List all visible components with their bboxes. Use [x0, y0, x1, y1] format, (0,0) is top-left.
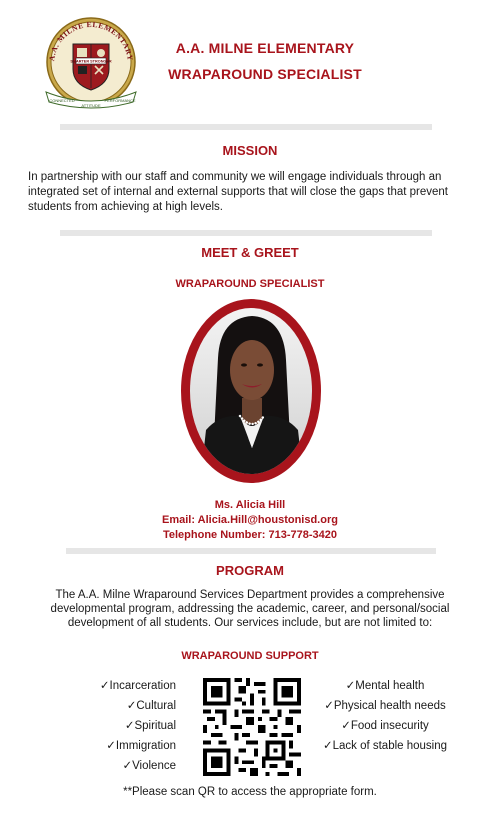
support-list-right — [320, 676, 450, 756]
svg-text:ATTITUDE: ATTITUDE — [81, 103, 101, 108]
support-item-food-insecurity: ✓Food insecurity — [341, 720, 429, 732]
specialist-photo — [180, 298, 322, 484]
school-seal-logo — [40, 14, 142, 112]
qr-instruction-footnote: **Please scan QR to access the appropriate form. — [123, 786, 377, 798]
specialist-name: Ms. Alicia Hill — [214, 499, 286, 511]
school-name-heading: A.A. MILNE ELEMENTARY — [175, 40, 355, 56]
support-item-violence: ✓Violence — [122, 760, 176, 772]
support-item-immigration: ✓Immigration — [106, 740, 176, 752]
divider-mission — [60, 230, 432, 236]
svg-text:SMARTER STRONGER: SMARTER STRONGER — [70, 59, 112, 64]
role-heading: WRAPAROUND SPECIALIST — [168, 66, 362, 82]
specialist-email[interactable]: Email: Alicia.Hill@houstonisd.org — [162, 514, 338, 526]
support-item-housing: ✓Lack of stable housing — [322, 740, 448, 752]
meet-greet-subheading: WRAPAROUND SPECIALIST — [175, 278, 325, 290]
support-item-cultural: ✓Cultural — [126, 700, 176, 712]
program-paragraph: The A.A. Milne Wraparound Services Department provides a comprehensive developmental program, addressing the academic, career, and personal/social development of all students. Our services include, but are not limited to: — [50, 589, 450, 629]
mission-heading: MISSION — [222, 143, 278, 158]
qr-code-icon[interactable] — [203, 678, 301, 776]
mission-paragraph: In partnership with our staff and community we will engage individuals through an integrated set of internal and external supports that will close the gaps that prevent students from achieving at high levels. — [28, 171, 449, 213]
svg-text:A.A. MILNE ELEMENTARY: A.A. MILNE ELEMENTARY — [47, 19, 135, 62]
meet-greet-heading: MEET & GREET — [201, 245, 299, 260]
program-heading: PROGRAM — [216, 563, 284, 578]
support-item-mental-health: ✓Mental health — [345, 680, 425, 692]
divider-top — [60, 124, 432, 130]
support-list-left — [80, 676, 176, 776]
support-item-physical-health: ✓Physical health needs — [324, 700, 446, 712]
specialist-phone[interactable]: Telephone Number: 713-778-3420 — [162, 529, 338, 541]
support-item-incarceration: ✓Incarceration — [99, 680, 176, 692]
svg-text:CONNECTED: CONNECTED — [49, 98, 75, 103]
divider-contact — [66, 548, 436, 554]
support-heading: WRAPAROUND SUPPORT — [181, 650, 319, 662]
support-item-spiritual: ✓Spiritual — [124, 720, 176, 732]
svg-text:PERFORMANCE: PERFORMANCE — [104, 98, 136, 103]
